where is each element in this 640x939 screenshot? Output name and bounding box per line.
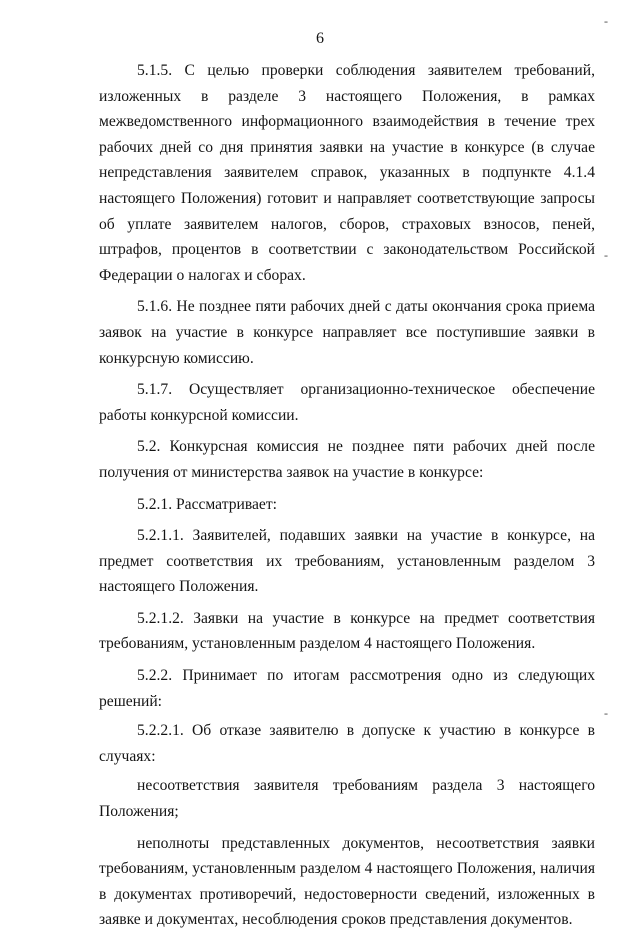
page-number: 6 [316,30,324,47]
paragraph-5-2-1-2: 5.2.1.2. Заявки на участие в конкурсе на предмет соответствия требованиям, установленным разделом 4 настоящего Положения. [99,609,595,653]
paragraph-5-1-6: 5.1.6. Не позднее пяти рабочих дней с даты окончания срока приема заявок на участие в конкурсе направляет все поступившие заявки в конкурсную комиссию. [99,298,595,367]
paragraph-5-2: 5.2. Конкурсная комиссия не позднее пяти рабочих дней после получения от министерства заявок на участие в конкурсе: [99,438,595,481]
list-item-requirements: несоответствия заявителя требованиям раздела 3 настоящего Положения; [99,777,595,821]
scan-mark: - [604,248,608,262]
scan-mark: - [604,14,608,28]
list-item-documents: неполноты представленных документов, несоответствия заявки требованиям, установленным разделом 4 настоящего Положения, наличия в документах противоречий, недостоверности сведений, изложенных в заявке и документах, несоблюдения сроков представления документов. [99,834,595,929]
paragraph-5-2-1-1: 5.2.1.1. Заявителей, подавших заявки на участие в конкурсе, на предмет соответствия их требованиям, установленным разделом 3 настоящего Положения. [99,527,595,596]
scan-mark: - [604,706,608,720]
paragraph-5-1-5: 5.1.5. С целью проверки соблюдения заявителем требований, изложенных в разделе 3 настоящего Положения, в рамках межведомственного информационного взаимодействия в течение трех рабочих дней со дня принятия заявки на участие в конкурсе (в случае непредставления заявителем справок, указанных в подпункте 4.1.4 настоящего Положения) готовит и направляет соответствующие запросы об уплате заявителем налогов, сборов, страховых взносов, пеней, штрафов, процентов в соответствии с законодательством Российской Федерации о налогах и сборах. [99,62,595,284]
paragraph-5-2-1: 5.2.1. Рассматривает: [137,495,277,513]
paragraph-5-2-2-1: 5.2.2.1. Об отказе заявителю в допуске к участию в конкурсе в случаях: [99,722,595,765]
paragraph-5-2-2: 5.2.2. Принимает по итогам рассмотрения одно из следующих решений: [99,667,595,710]
paragraph-5-1-7: 5.1.7. Осуществляет организационно-техническое обеспечение работы конкурсной комиссии. [99,381,595,424]
document-body [99,58,595,939]
